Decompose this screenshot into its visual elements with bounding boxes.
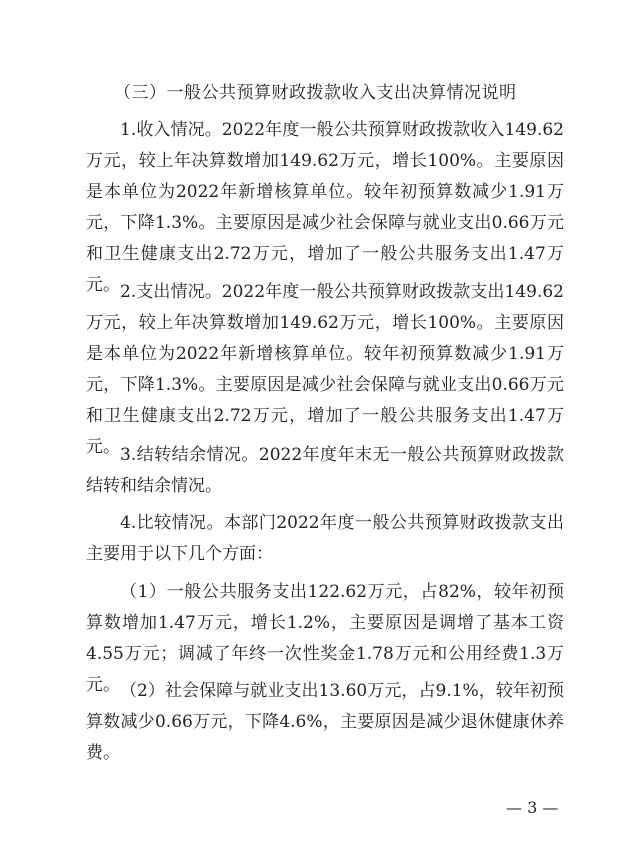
page-number: — 3 — <box>506 798 559 817</box>
paragraph-comparison: 4.比较情况。本部门2022年度一般公共预算财政拨款支出主要用于以下几个方面： <box>86 513 564 564</box>
paragraph-social-security: （2）社会保障与就业支出13.60万元，占9.1%，较年初预算数减少0.66万元，下降4.6%，主要原因是减少退休健康休养费。 <box>86 681 564 763</box>
paragraph-carryover: 3.结转结余情况。2022年度年末无一般公共预算财政拨款结转和结余情况。 <box>86 445 564 496</box>
paragraph-income: 1.收入情况。2022年度一般公共预算财政拨款收入149.62万元，较上年决算数增加149.62万元，增长100%。主要原因是本单位为2022年新增核算单位。较年初预算数减少1.91万元，下降1.3%。主要原因是减少社会保障与就业支出0.66万元和卫生健康支出2.72万元，增加了一般公共服务支出1.47万元。 <box>86 120 564 295</box>
paragraph-general-public-services: （1）一般公共服务支出122.62万元，占82%，较年初预算数增加1.47万元，增长1.2%，主要原因是调增了基本工资4.55万元；调减了年终一次性奖金1.78万元和公用经费1.3万元。 <box>86 582 564 695</box>
section-heading: （三）一般公共预算财政拨款收入支出决算情况说明 <box>114 83 517 103</box>
paragraph-expenditure: 2.支出情况。2022年度一般公共预算财政拨款支出149.62万元，较上年决算数增加149.62万元，增长100%。主要原因是本单位为2022年新增核算单位。较年初预算数减少1.91万元，下降1.3%。主要原因是减少社会保障与就业支出0.66万元和卫生健康支出2.72万元，增加了一般公共服务支出1.47万元。 <box>86 282 564 457</box>
